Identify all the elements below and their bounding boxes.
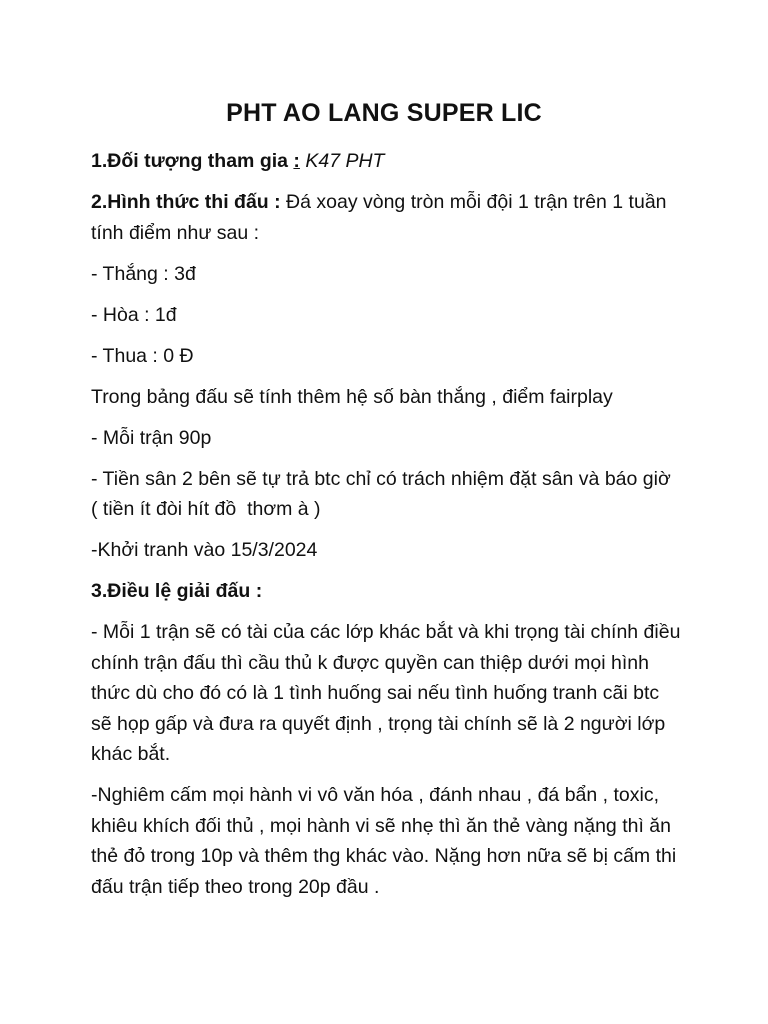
section-1-colon: : bbox=[293, 150, 300, 172]
rule-conduct: -Nghiêm cấm mọi hành vi vô văn hóa , đánh nhau , đá bẩn , toxic, khiêu khích đối thủ , mọi hành vi sẽ nhẹ thì ăn thẻ vàng nặng thì ăn thẻ đỏ trong 10p và thêm thg khác vào. Nặng hơn nữa sẽ bị cấm thi đấu trận tiếp theo trong 20p đầu . bbox=[91, 784, 677, 898]
note-start-date: -Khởi tranh vào 15/3/2024 bbox=[91, 539, 318, 561]
scoring-draw: - Hòa : 1đ bbox=[91, 303, 177, 326]
note-pitch-fee: - Tiền sân 2 bên sẽ tự trả btc chỉ có trách nhiệm đặt sân và báo giờ ( tiền ít đòi hít đồ thơm à ) bbox=[91, 467, 677, 520]
section-3-heading: 3.Điều lệ giải đấu : bbox=[91, 580, 263, 602]
section-2-label: 2.Hình thức thi đấu : bbox=[91, 191, 281, 213]
document-body bbox=[91, 146, 681, 913]
scoring-loss: - Thua : 0 Đ bbox=[91, 344, 194, 367]
section-2-paragraph bbox=[91, 187, 681, 248]
note-match-duration: - Mỗi trận 90p bbox=[91, 426, 212, 449]
section-2-text: Đá xoay vòng tròn mỗi đội 1 trận trên 1 tuần tính điểm như sau : bbox=[91, 191, 667, 244]
note-tiebreak: Trong bảng đấu sẽ tính thêm hệ số bàn thắng , điểm fairplay bbox=[91, 385, 613, 408]
section-1-label: 1.Đối tượng tham gia bbox=[91, 150, 294, 172]
document-title: PHT AO LANG SUPER LIC bbox=[226, 99, 542, 127]
scoring-win: - Thắng : 3đ bbox=[91, 262, 196, 285]
rule-referee: - Mỗi 1 trận sẽ có tài của các lớp khác bắt và khi trọng tài chính điều chính trận đấu thì cầu thủ k được quyền can thiệp dưới mọi hình thức dù cho đó có là 1 tình huống sai nếu tình huống tranh cãi btc sẽ họp gấp và đưa ra quyết định , trọng tài chính sẽ là 2 người lớp khác bắt. bbox=[91, 621, 681, 765]
section-1-paragraph bbox=[91, 146, 681, 177]
section-1-value: K47 PHT bbox=[299, 150, 385, 172]
